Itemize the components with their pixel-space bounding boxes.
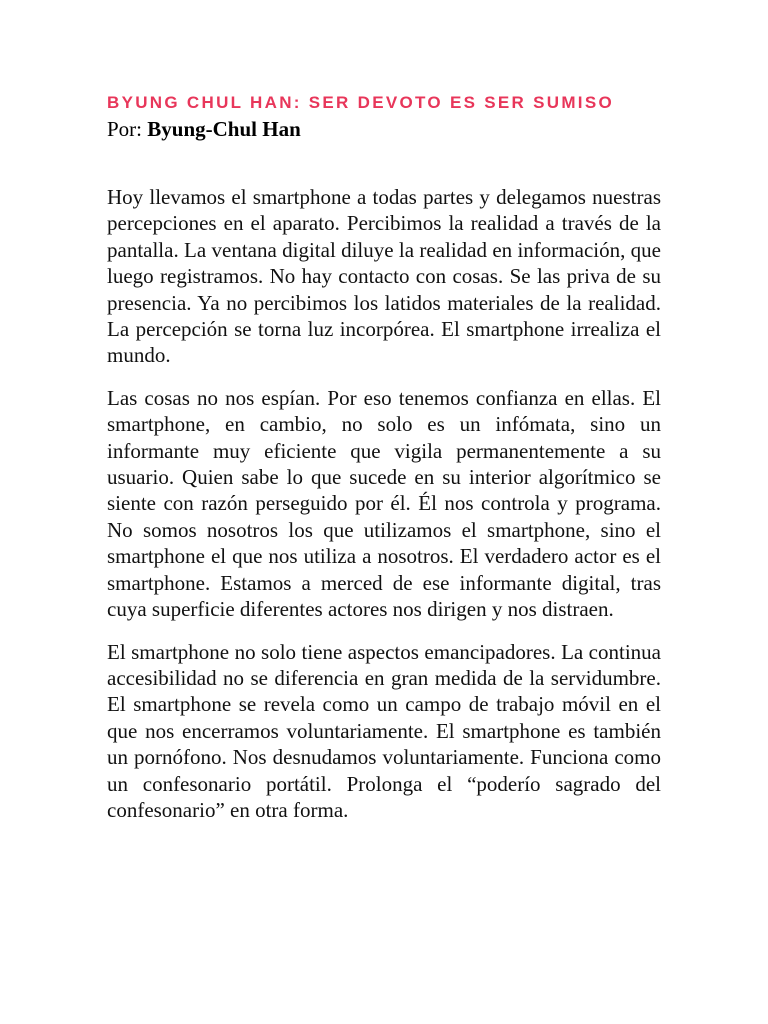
author-name: Byung-Chul Han xyxy=(147,117,301,141)
paragraph-3: El smartphone no solo tiene aspectos emancipadores. La continua accesibilidad no se diferencia en gran medida de la servidumbre. El smartphone se revela como un campo de trabajo móvil en el que nos encerramos voluntariamente. El smartphone es también un pornófono. Nos desnudamos voluntariamente. Funciona como un confesonario portátil. Prolonga el “poderío sagrado del confesonario” en otra forma. xyxy=(107,639,661,822)
byline-label: Por: xyxy=(107,117,143,141)
byline xyxy=(107,116,661,142)
article-body xyxy=(107,184,661,823)
paragraph-1: Hoy llevamos el smartphone a todas partes y delegamos nuestras percepciones en el aparato. Percibimos la realidad a través de la pantalla. La ventana digital diluye la realidad en información, que luego registramos. No hay contacto con cosas. Se las priva de su presencia. Ya no percibimos los latidos materiales de la realidad. La percepción se torna luz incorpórea. El smartphone irrealiza el mundo. xyxy=(107,185,661,368)
article-title: BYUNG CHUL HAN: SER DEVOTO ES SER SUMISO xyxy=(107,93,614,112)
article xyxy=(107,92,661,839)
paragraph-2: Las cosas no nos espían. Por eso tenemos confianza en ellas. El smartphone, en cambio, no solo es un infómata, sino un informante muy eficiente que vigila permanentemente a su usuario. Quien sabe lo que sucede en su interior algorítmico se siente con razón perseguido por él. Él nos controla y programa. No somos nosotros los que utilizamos el smartphone, sino el smartphone el que nos utiliza a nosotros. El verdadero actor es el smartphone. Estamos a merced de ese informante digital, tras cuya superficie diferentes actores nos dirigen y nos distraen. xyxy=(107,385,661,622)
